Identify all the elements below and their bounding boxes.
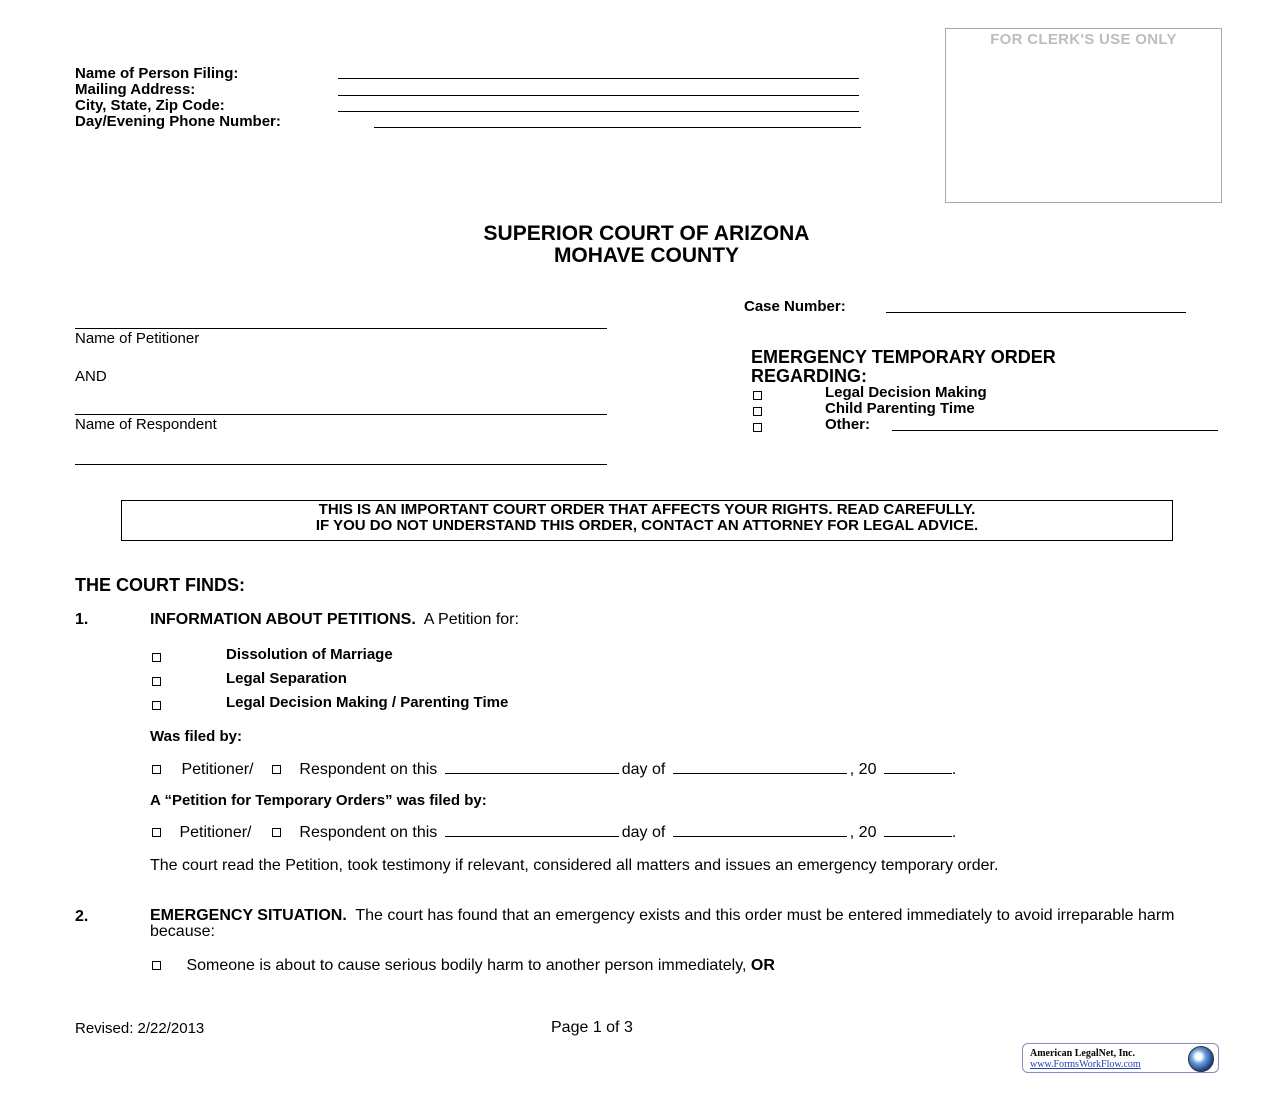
filed-by-row: [152, 760, 956, 779]
filed-day-blank-1[interactable]: [445, 760, 619, 774]
globe-icon: [1188, 1046, 1214, 1072]
year-prefix-2: , 20: [849, 824, 877, 841]
period-1: .: [951, 761, 957, 778]
legal-decision-label: Legal Decision Making: [825, 384, 987, 401]
notice-line1: THIS IS AN IMPORTANT COURT ORDER THAT AFFECTS YOUR RIGHTS. READ CAREFULLY.: [318, 501, 976, 518]
section2-paragraph: [150, 908, 1210, 940]
filer-city-label: City, State, Zip Code:: [75, 97, 225, 114]
and-label: AND: [75, 368, 107, 385]
year-prefix-1: , 20: [849, 761, 877, 778]
temp-orders-label: A “Petition for Temporary Orders” was filed by:: [150, 792, 487, 809]
legal-decision-checkbox[interactable]: [753, 391, 762, 400]
period-2: .: [951, 824, 957, 841]
ldm-parenting-checkbox[interactable]: [152, 701, 161, 710]
filed-year-blank-1[interactable]: [884, 760, 952, 774]
section2-number: 2.: [75, 908, 89, 925]
filed-month-blank-2[interactable]: [673, 823, 847, 837]
parenting-time-label: Child Parenting Time: [825, 400, 975, 417]
order-title-line1: EMERGENCY TEMPORARY ORDER: [751, 347, 1056, 367]
other-line[interactable]: [892, 430, 1218, 431]
filer-name-label: Name of Person Filing:: [75, 65, 239, 82]
court-finds-heading: THE COURT FINDS:: [75, 575, 245, 595]
day-of-1: day of: [621, 761, 666, 778]
respondent-label: Name of Respondent: [75, 416, 217, 433]
dissolution-checkbox[interactable]: [152, 653, 161, 662]
page-number: Page 1 of 3: [551, 1019, 633, 1036]
clerk-use-label: FOR CLERK'S USE ONLY: [990, 31, 1177, 48]
bodily-harm-checkbox[interactable]: [152, 961, 161, 970]
case-number-line[interactable]: [886, 312, 1186, 313]
legal-separation-label: Legal Separation: [226, 670, 347, 687]
other-checkbox[interactable]: [753, 423, 762, 432]
bodily-harm-row: [152, 957, 775, 975]
respondent-line[interactable]: [75, 414, 607, 415]
petitioner-label: Name of Petitioner: [75, 330, 200, 347]
filer-phone-label: Day/Evening Phone Number:: [75, 113, 281, 130]
revised-date: Revised: 2/22/2013: [75, 1020, 205, 1037]
ldm-parenting-label: Legal Decision Making / Parenting Time: [226, 694, 509, 711]
day-of-2: day of: [621, 824, 666, 841]
petitioner-line[interactable]: [75, 328, 607, 329]
petitioner-checkbox-2[interactable]: [152, 828, 161, 837]
respondent-option-1: Respondent on this: [299, 761, 438, 778]
petitioner-option-1: Petitioner/: [181, 761, 254, 778]
parenting-time-checkbox[interactable]: [753, 407, 762, 416]
section2-title: EMERGENCY SITUATION.: [150, 907, 347, 924]
filer-address-line[interactable]: [338, 95, 859, 96]
filer-name-line[interactable]: [338, 78, 859, 79]
clerk-use-box: [945, 28, 1222, 203]
section1-number: 1.: [75, 611, 89, 628]
section2-text: The court has found that an emergency exists and this order must be entered immediately to avoid irreparable harm because:: [150, 907, 1175, 940]
filed-month-blank-1[interactable]: [673, 760, 847, 774]
court-name: SUPERIOR COURT OF ARIZONA: [483, 222, 810, 245]
other-label: Other:: [825, 416, 870, 433]
bodily-harm-text: Someone is about to cause serious bodily harm to another person immediately,: [186, 957, 747, 974]
section1-intro: A Petition for:: [423, 611, 519, 628]
filer-phone-line[interactable]: [374, 127, 861, 128]
filer-address-label: Mailing Address:: [75, 81, 196, 98]
respondent-option-2: Respondent on this: [299, 824, 438, 841]
american-legalnet-logo[interactable]: [1022, 1043, 1219, 1073]
case-number-label: Case Number:: [744, 298, 846, 315]
filer-city-line[interactable]: [338, 111, 859, 112]
bodily-harm-or: OR: [750, 957, 775, 974]
logo-url[interactable]: www.FormsWorkFlow.com: [1030, 1059, 1141, 1070]
court-county: MOHAVE COUNTY: [553, 244, 740, 267]
filed-day-blank-2[interactable]: [445, 823, 619, 837]
logo-company-name: American LegalNet, Inc.: [1030, 1048, 1135, 1059]
section1-title: INFORMATION ABOUT PETITIONS.: [150, 611, 416, 628]
dissolution-label: Dissolution of Marriage: [226, 646, 393, 663]
temp-filed-by-row: [152, 823, 956, 842]
notice-line2: IF YOU DO NOT UNDERSTAND THIS ORDER, CONTACT AN ATTORNEY FOR LEGAL ADVICE.: [315, 517, 979, 534]
extra-party-line[interactable]: [75, 464, 607, 465]
important-notice: [121, 500, 1173, 541]
legal-separation-checkbox[interactable]: [152, 677, 161, 686]
petitioner-checkbox-1[interactable]: [152, 765, 161, 774]
order-title-line2: REGARDING:: [751, 366, 867, 386]
section1-heading: [150, 611, 519, 629]
filed-by-label: Was filed by:: [150, 728, 242, 745]
court-read-text: The court read the Petition, took testimony if relevant, considered all matters and issues an emergency temporary order.: [150, 857, 999, 874]
filed-year-blank-2[interactable]: [884, 823, 952, 837]
petitioner-option-2: Petitioner/: [179, 824, 252, 841]
respondent-checkbox-2[interactable]: [272, 828, 281, 837]
respondent-checkbox-1[interactable]: [272, 765, 281, 774]
